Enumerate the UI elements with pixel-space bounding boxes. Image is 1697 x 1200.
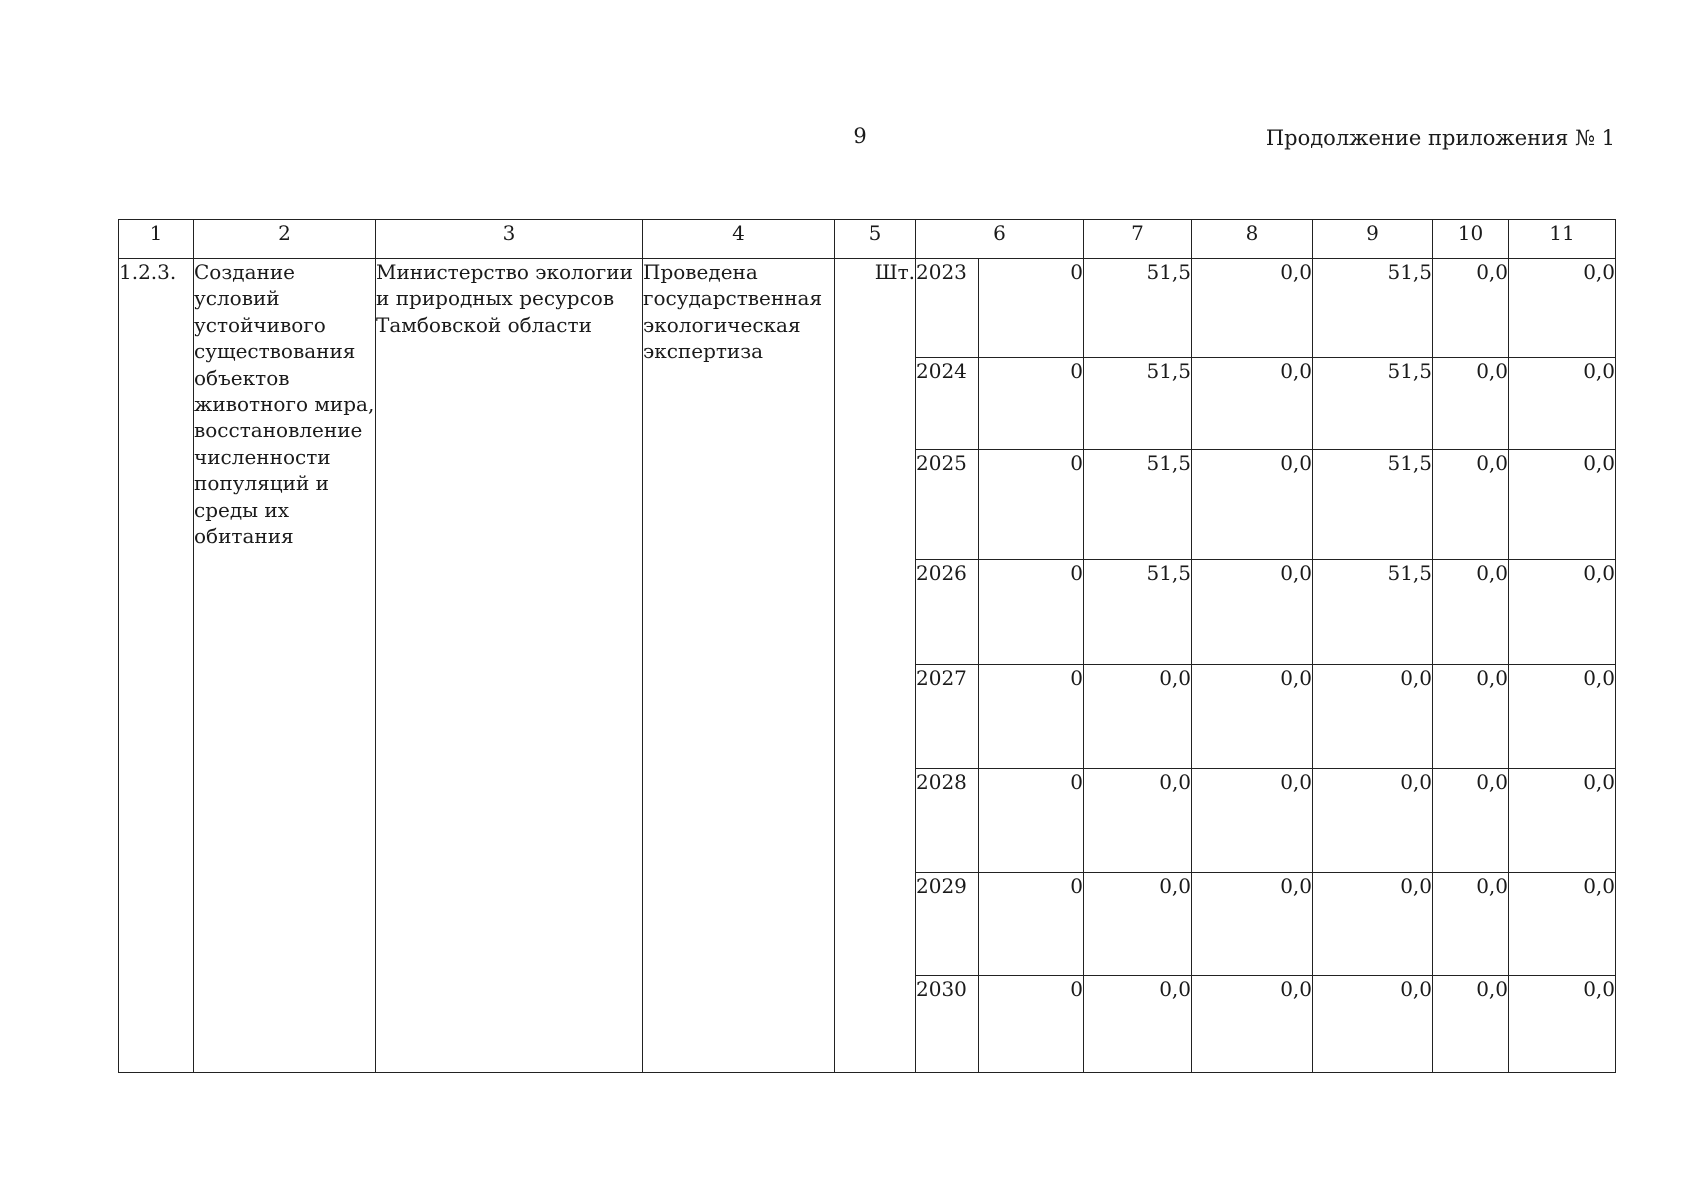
row-col9: 0,0 — [1313, 769, 1433, 873]
item-indicator: Проведена государственная экологическая экспертиза — [643, 259, 835, 1073]
header-col-7: 7 — [1084, 220, 1192, 259]
item-number: 1.2.3. — [119, 259, 194, 1073]
row-col8: 0,0 — [1192, 873, 1313, 976]
row-col9: 51,5 — [1313, 259, 1433, 358]
row-col7: 0,0 — [1084, 976, 1192, 1073]
row-col11: 0,0 — [1509, 769, 1616, 873]
table-row — [119, 259, 1616, 358]
header-row — [119, 220, 1616, 259]
row-col10: 0,0 — [1433, 873, 1509, 976]
program-activities-table — [118, 219, 1616, 1073]
row-col6: 0 — [979, 358, 1084, 450]
header-col-8: 8 — [1192, 220, 1313, 259]
row-col10: 0,0 — [1433, 259, 1509, 358]
header-col-5: 5 — [835, 220, 916, 259]
row-col8: 0,0 — [1192, 259, 1313, 358]
row-col6: 0 — [979, 560, 1084, 665]
row-col9: 51,5 — [1313, 560, 1433, 665]
row-col8: 0,0 — [1192, 358, 1313, 450]
row-col6: 0 — [979, 976, 1084, 1073]
row-col7: 51,5 — [1084, 358, 1192, 450]
row-col11: 0,0 — [1509, 873, 1616, 976]
row-col6: 0 — [979, 259, 1084, 358]
row-col8: 0,0 — [1192, 976, 1313, 1073]
header-col-9: 9 — [1313, 220, 1433, 259]
row-col10: 0,0 — [1433, 665, 1509, 769]
row-col11: 0,0 — [1509, 560, 1616, 665]
row-col7: 51,5 — [1084, 560, 1192, 665]
row-col8: 0,0 — [1192, 665, 1313, 769]
row-col8: 0,0 — [1192, 769, 1313, 873]
header-col-1: 1 — [119, 220, 194, 259]
page-number: 9 — [853, 124, 867, 148]
row-col7: 0,0 — [1084, 873, 1192, 976]
header-col-3: 3 — [376, 220, 643, 259]
row-col7: 51,5 — [1084, 259, 1192, 358]
row-col9: 0,0 — [1313, 976, 1433, 1073]
row-year: 2029 — [916, 873, 979, 976]
item-name: Создание условий устойчивого существования объектов животного мира, восстановление численности популяций и среды их обитания — [194, 259, 376, 1073]
header-col-2: 2 — [194, 220, 376, 259]
row-col10: 0,0 — [1433, 976, 1509, 1073]
row-col6: 0 — [979, 873, 1084, 976]
row-col10: 0,0 — [1433, 560, 1509, 665]
row-year: 2030 — [916, 976, 979, 1073]
row-col7: 0,0 — [1084, 769, 1192, 873]
appendix-continuation-label: Продолжение приложения № 1 — [1265, 126, 1615, 150]
row-col7: 0,0 — [1084, 665, 1192, 769]
row-col7: 51,5 — [1084, 450, 1192, 560]
item-executor: Министерство экологии и природных ресурсов Тамбовской области — [376, 259, 643, 1073]
row-col9: 51,5 — [1313, 450, 1433, 560]
item-unit: Шт. — [835, 259, 916, 1073]
row-col8: 0,0 — [1192, 560, 1313, 665]
row-col10: 0,0 — [1433, 450, 1509, 560]
row-year: 2027 — [916, 665, 979, 769]
row-col9: 51,5 — [1313, 358, 1433, 450]
row-col6: 0 — [979, 665, 1084, 769]
row-col11: 0,0 — [1509, 665, 1616, 769]
row-year: 2026 — [916, 560, 979, 665]
row-col6: 0 — [979, 450, 1084, 560]
row-col9: 0,0 — [1313, 873, 1433, 976]
row-col6: 0 — [979, 769, 1084, 873]
header-col-11: 11 — [1509, 220, 1616, 259]
row-year: 2023 — [916, 259, 979, 358]
row-col11: 0,0 — [1509, 259, 1616, 358]
row-year: 2028 — [916, 769, 979, 873]
row-col10: 0,0 — [1433, 358, 1509, 450]
header-col-6: 6 — [916, 220, 1084, 259]
header-col-4: 4 — [643, 220, 835, 259]
row-col11: 0,0 — [1509, 976, 1616, 1073]
row-year: 2025 — [916, 450, 979, 560]
row-col8: 0,0 — [1192, 450, 1313, 560]
row-year: 2024 — [916, 358, 979, 450]
row-col11: 0,0 — [1509, 358, 1616, 450]
header-col-10: 10 — [1433, 220, 1509, 259]
row-col10: 0,0 — [1433, 769, 1509, 873]
row-col9: 0,0 — [1313, 665, 1433, 769]
row-col11: 0,0 — [1509, 450, 1616, 560]
